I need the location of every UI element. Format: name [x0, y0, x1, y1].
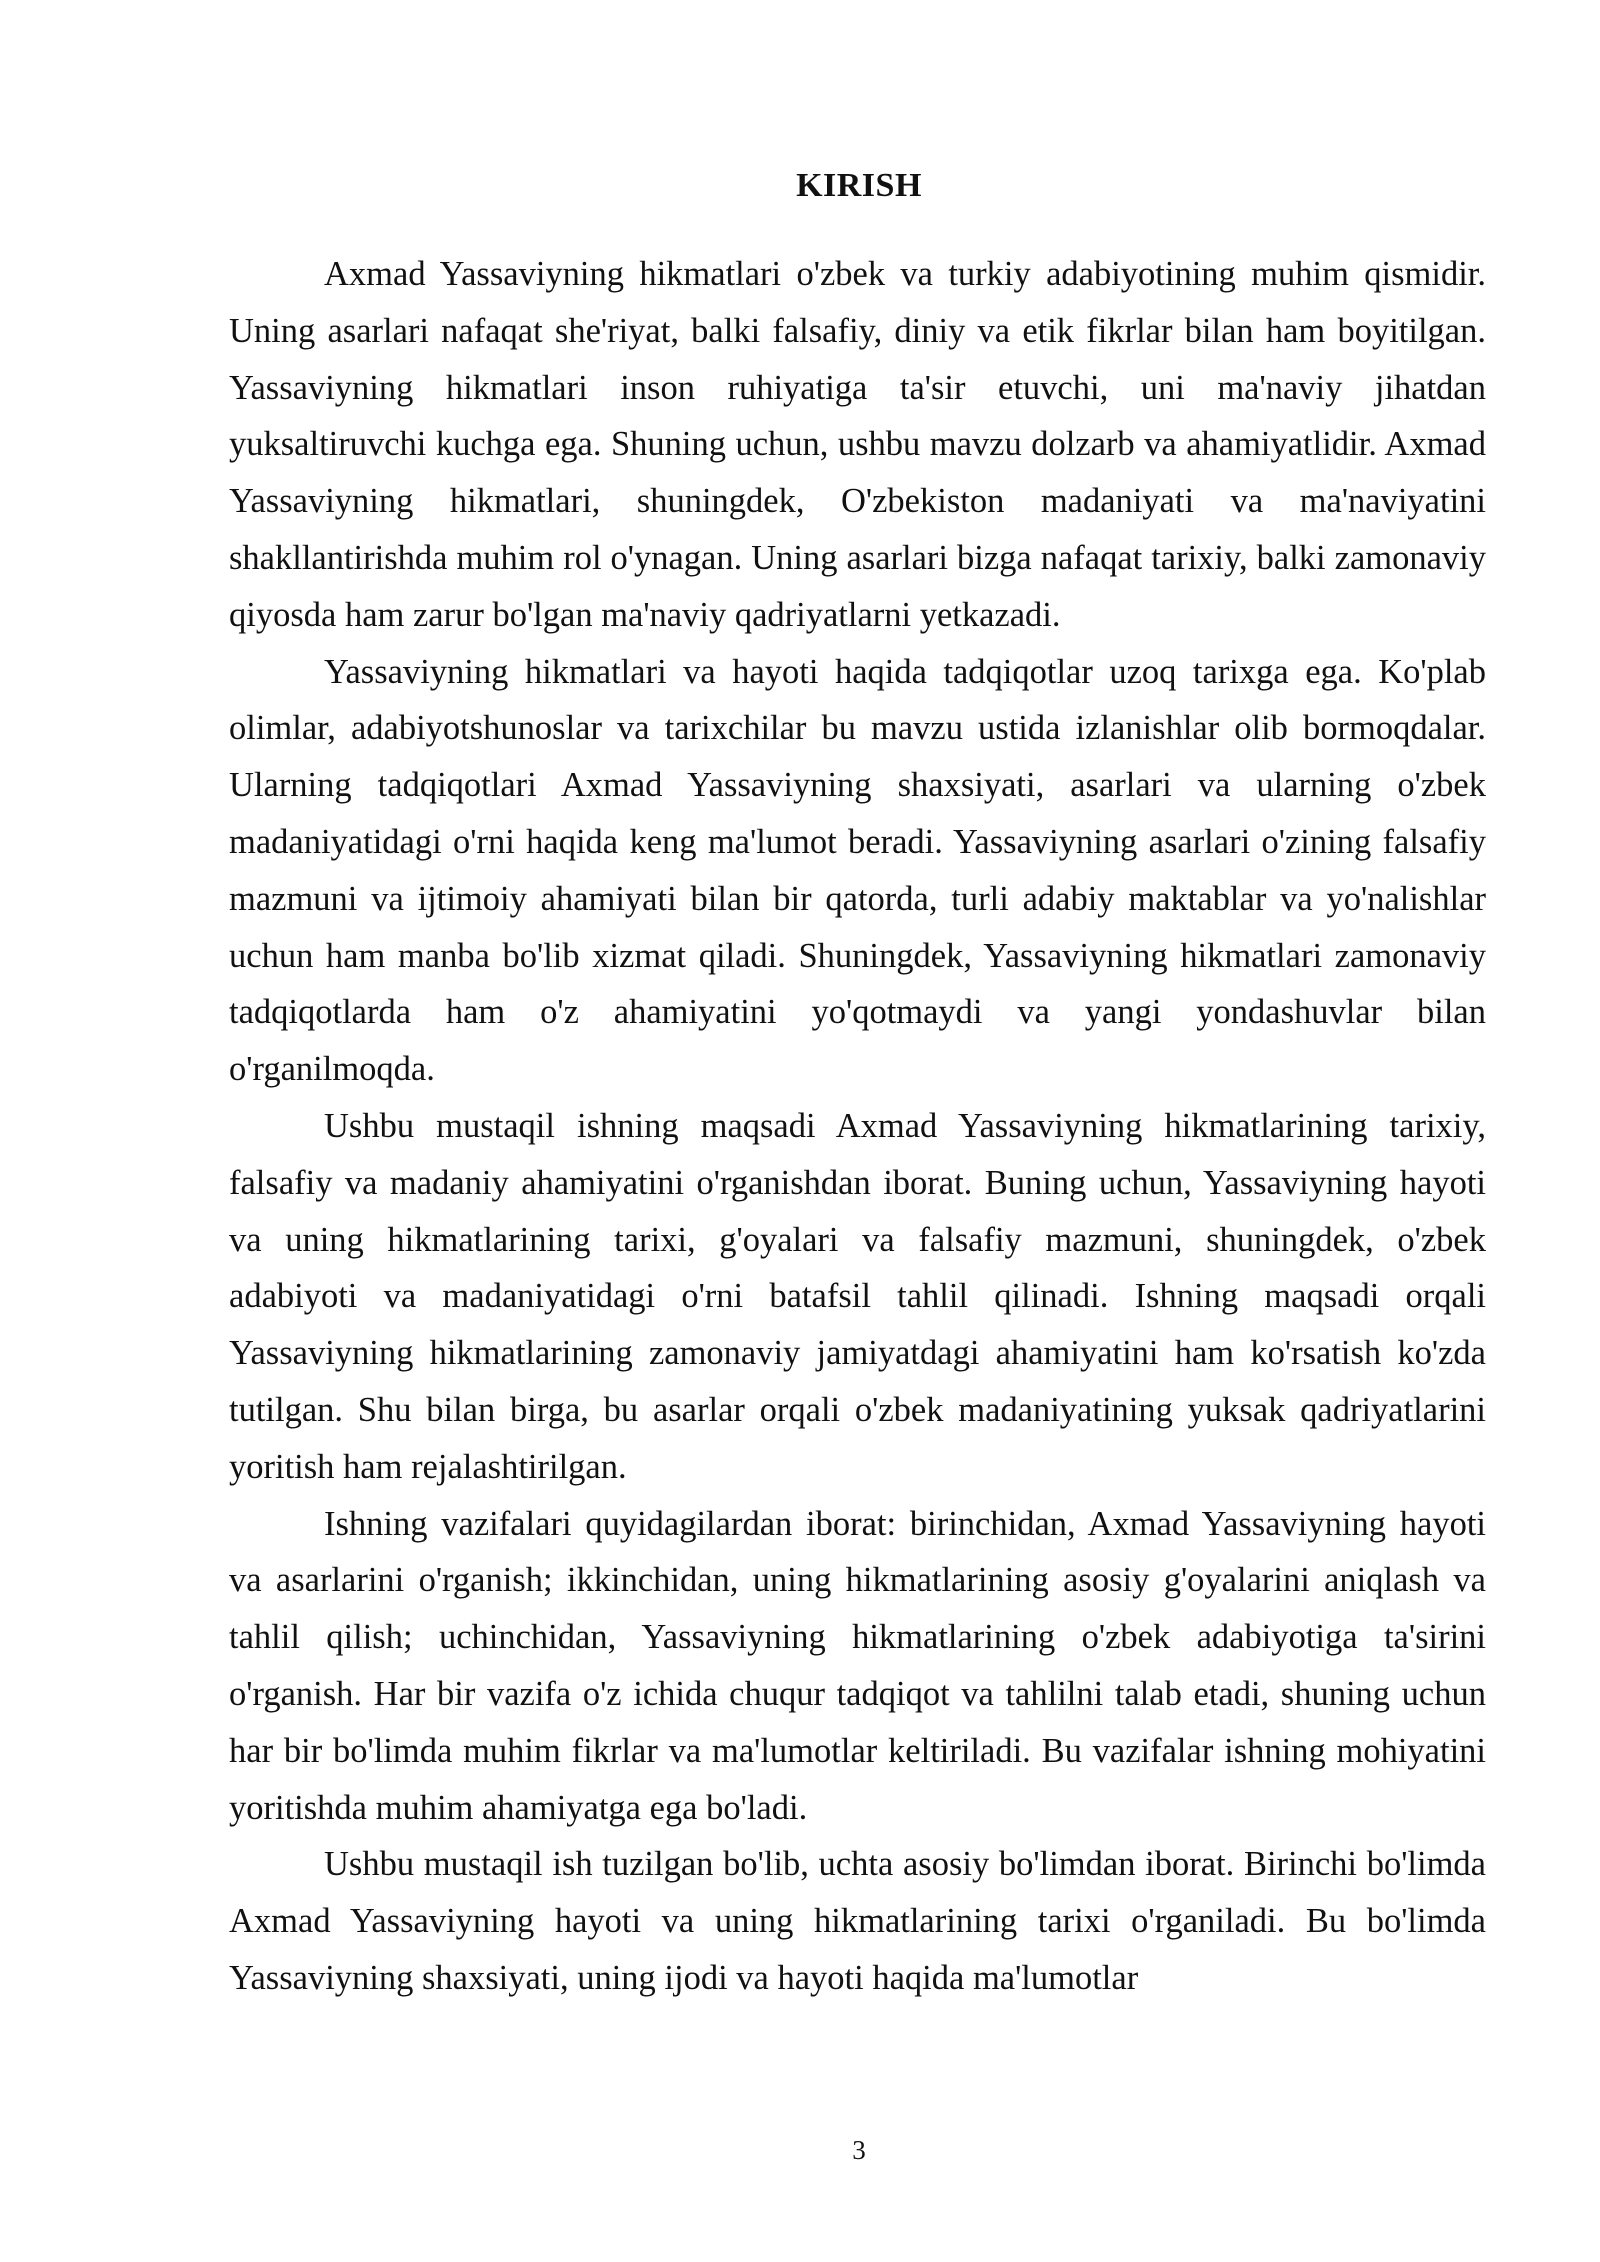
- paragraph-1: Axmad Yassaviyning hikmatlari o'zbek va turkiy adabiyotining muhim qismidir. Uning asarlari nafaqat she'riyat, balki falsafiy, diniy va etik fikrlar bilan ham boyitilgan. Yassaviyning hikmatlari inson ruhiyatiga ta'sir etuvchi, uni ma'naviy jihatdan yuksaltiruvchi kuchga ega. Shuning uchun, ushbu mavzu dolzarb va ahamiyatlidir. Axmad Yassaviyning hikmatlari, shuningdek, O'zbekiston madaniyati va ma'naviyatini shakllantirishda muhim rol o'ynagan. Uning asarlari bizga nafaqat tarixiy, balki zamonaviy qiyosda ham zarur bo'lgan ma'naviy qadriyatlarni yetkazadi.: [229, 255, 1486, 634]
- paragraph-3: Ushbu mustaqil ishning maqsadi Axmad Yassaviyning hikmatlarining tarixiy, falsafiy va madaniy ahamiyatini o'rganishdan iborat. Buning uchun, Yassaviyning hayoti va uning hikmatlarining tarixi, g'oyalari va falsafiy mazmuni, shuningdek, o'zbek adabiyoti va madaniyatidagi o'rni batafsil tahlil qilinadi. Ishning maqsadi orqali Yassaviyning hikmatlarining zamonaviy jamiyatdagi ahamiyatini ham ko'rsatish ko'zda tutilgan. Shu bilan birga, bu asarlar orqali o'zbek madaniyatining yuksak qadriyatlarini yoritish ham rejalashtirilgan.: [229, 1106, 1486, 1486]
- page-number: 3: [852, 2135, 866, 2165]
- paragraph-2: Yassaviyning hikmatlari va hayoti haqida tadqiqotlar uzoq tarixga ega. Ko'plab olimlar, adabiyotshunoslar va tarixchilar bu mavzu ustida izlanishlar olib bormoqdalar. Ularning tadqiqotlari Axmad Yassaviyning shaxsiyati, asarlari va ularning o'zbek madaniyatidagi o'rni haqida keng ma'lumot beradi. Yassaviyning asarlari o'zining falsafiy mazmuni va ijtimoiy ahamiyati bilan bir qatorda, turli adabiy maktablar va yo'nalishlar uchun ham manba bo'lib xizmat qiladi. Shuningdek, Yassaviyning hikmatlari zamonaviy tadqiqotlarda ham o'z ahamiyatini yo'qotmaydi va yangi yondashuvlar bilan o'rganilmoqda.: [229, 652, 1486, 1089]
- page-title: KIRISH: [796, 167, 922, 204]
- paragraph-4: Ishning vazifalari quyidagilardan iborat: birinchidan, Axmad Yassaviyning hayoti va asarlarini o'rganish; ikkinchidan, uning hikmatlarining asosiy g'oyalarini aniqlash va tahlil qilish; uchinchidan, Yassaviyning hikmatlarining o'zbek adabiyotiga ta'sirini o'rganish. Har bir vazifa o'z ichida chuqur tadqiqot va tahlilni talab etadi, shuning uchun har bir bo'limda muhim fikrlar va ma'lumotlar keltiriladi. Bu vazifalar ishning mohiyatini yoritishda muhim ahamiyatga ega bo'ladi.: [229, 1504, 1486, 1827]
- body-text: [229, 246, 1486, 2007]
- paragraph-5: Ushbu mustaqil ish tuzilgan bo'lib, uchta asosiy bo'limdan iborat. Birinchi bo'limda Axmad Yassaviyning hayoti va uning hikmatlarining tarixi o'rganiladi. Bu bo'limda Yassaviyning shaxsiyati, uning ijodi va hayoti haqida ma'lumotlar: [229, 1845, 1486, 1997]
